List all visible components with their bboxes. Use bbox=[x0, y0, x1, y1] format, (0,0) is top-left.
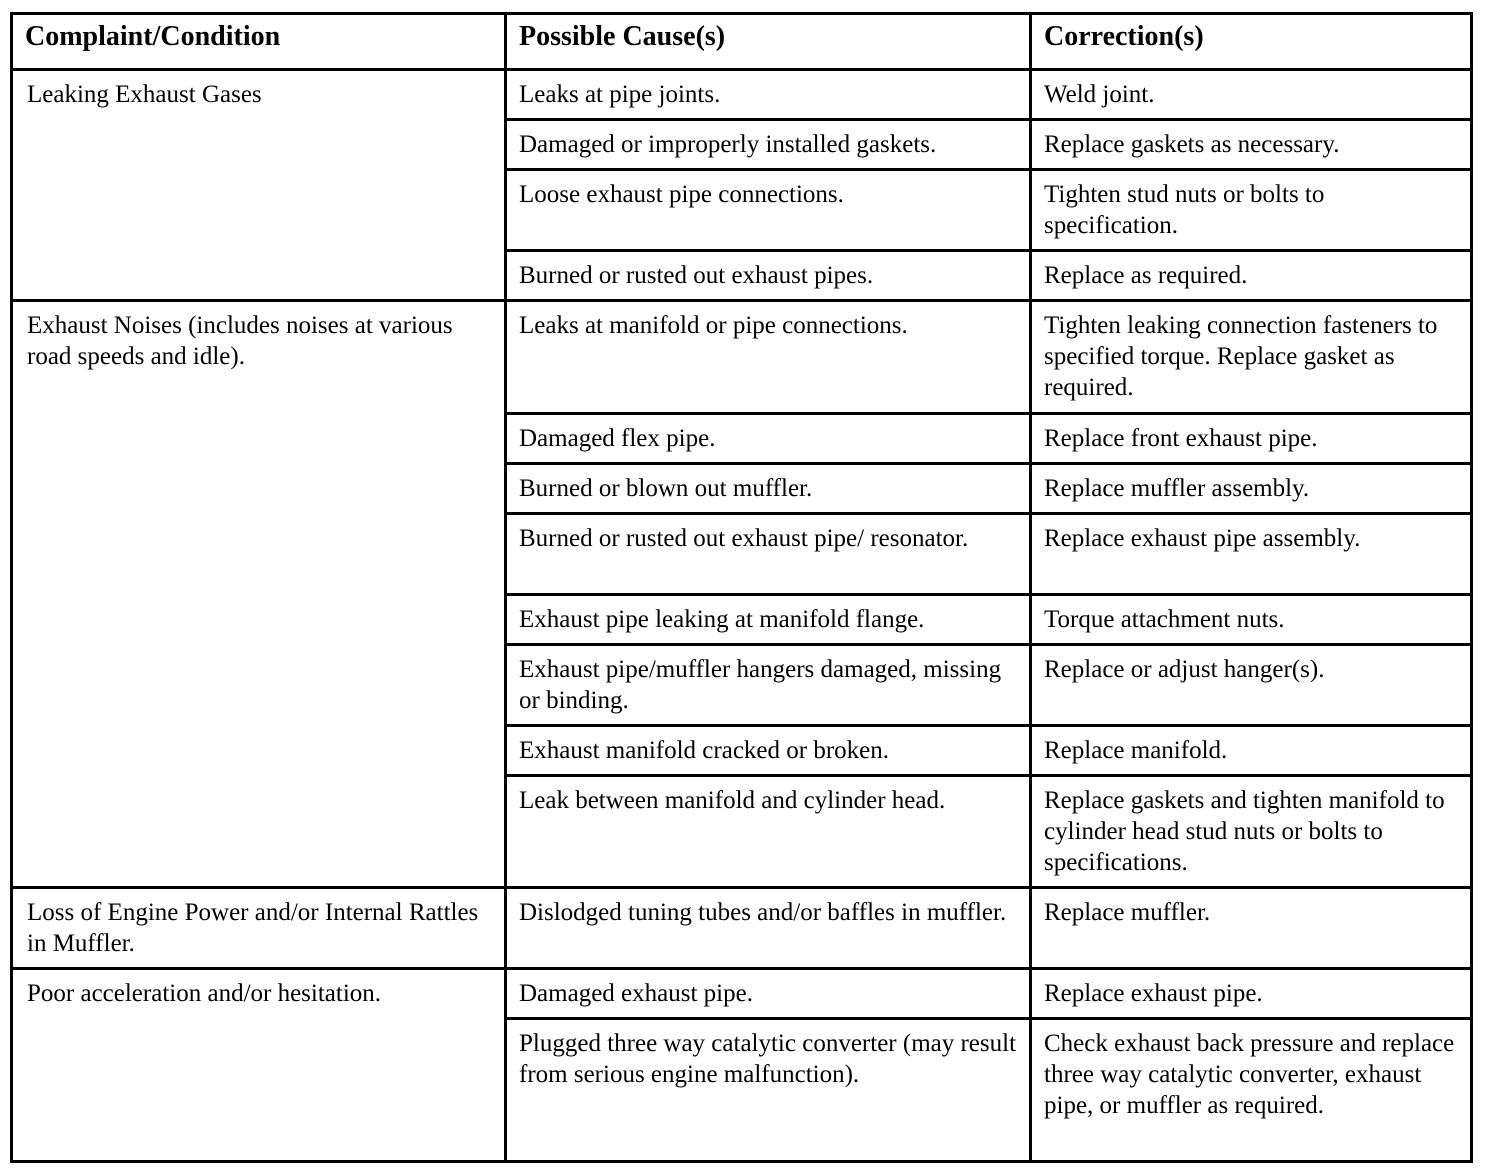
complaint-cell: Poor acceleration and/or hesitation. bbox=[12, 969, 506, 1162]
diagnosis-table bbox=[10, 12, 1473, 1163]
cause-cell: Exhaust pipe/muffler hangers damaged, missing or binding. bbox=[506, 645, 1031, 726]
complaint-cell: Leaking Exhaust Gases bbox=[12, 70, 506, 301]
correction-cell: Replace gaskets as necessary. bbox=[1031, 120, 1472, 170]
cause-cell: Loose exhaust pipe connections. bbox=[506, 170, 1031, 251]
correction-cell: Replace muffler. bbox=[1031, 888, 1472, 969]
correction-cell: Tighten stud nuts or bolts to specification. bbox=[1031, 170, 1472, 251]
cause-cell: Burned or rusted out exhaust pipe/ resonator. bbox=[506, 514, 1031, 595]
cause-cell: Burned or blown out muffler. bbox=[506, 464, 1031, 514]
correction-cell: Replace as required. bbox=[1031, 251, 1472, 301]
correction-cell: Check exhaust back pressure and replace three way catalytic converter, exhaust pipe, or muffler as required. bbox=[1031, 1019, 1472, 1162]
cause-cell: Leaks at pipe joints. bbox=[506, 70, 1031, 120]
complaint-cell: Exhaust Noises (includes noises at various road speeds and idle). bbox=[12, 301, 506, 888]
correction-cell: Replace muffler assembly. bbox=[1031, 464, 1472, 514]
correction-cell: Replace manifold. bbox=[1031, 726, 1472, 776]
table-row bbox=[12, 888, 1472, 969]
cause-cell: Dislodged tuning tubes and/or baffles in muffler. bbox=[506, 888, 1031, 969]
table-row bbox=[12, 70, 1472, 120]
correction-cell: Replace or adjust hanger(s). bbox=[1031, 645, 1472, 726]
correction-cell: Torque attachment nuts. bbox=[1031, 595, 1472, 645]
cause-cell: Burned or rusted out exhaust pipes. bbox=[506, 251, 1031, 301]
header-row bbox=[12, 14, 1472, 70]
cause-cell: Damaged exhaust pipe. bbox=[506, 969, 1031, 1019]
table-row bbox=[12, 301, 1472, 414]
complaint-cell: Loss of Engine Power and/or Internal Rattles in Muffler. bbox=[12, 888, 506, 969]
header-correction: Correction(s) bbox=[1031, 14, 1472, 70]
cause-cell: Leaks at manifold or pipe connections. bbox=[506, 301, 1031, 414]
table-row bbox=[12, 969, 1472, 1019]
correction-cell: Replace exhaust pipe. bbox=[1031, 969, 1472, 1019]
correction-cell: Replace exhaust pipe assembly. bbox=[1031, 514, 1472, 595]
correction-cell: Replace front exhaust pipe. bbox=[1031, 414, 1472, 464]
cause-cell: Leak between manifold and cylinder head. bbox=[506, 776, 1031, 888]
correction-cell: Replace gaskets and tighten manifold to cylinder head stud nuts or bolts to specifications. bbox=[1031, 776, 1472, 888]
cause-cell: Exhaust manifold cracked or broken. bbox=[506, 726, 1031, 776]
cause-cell: Damaged or improperly installed gaskets. bbox=[506, 120, 1031, 170]
cause-cell: Exhaust pipe leaking at manifold flange. bbox=[506, 595, 1031, 645]
correction-cell: Tighten leaking connection fasteners to specified torque. Replace gasket as required. bbox=[1031, 301, 1472, 414]
header-complaint: Complaint/Condition bbox=[12, 14, 506, 70]
cause-cell: Plugged three way catalytic converter (may result from serious engine malfunction). bbox=[506, 1019, 1031, 1162]
header-cause: Possible Cause(s) bbox=[506, 14, 1031, 70]
cause-cell: Damaged flex pipe. bbox=[506, 414, 1031, 464]
correction-cell: Weld joint. bbox=[1031, 70, 1472, 120]
